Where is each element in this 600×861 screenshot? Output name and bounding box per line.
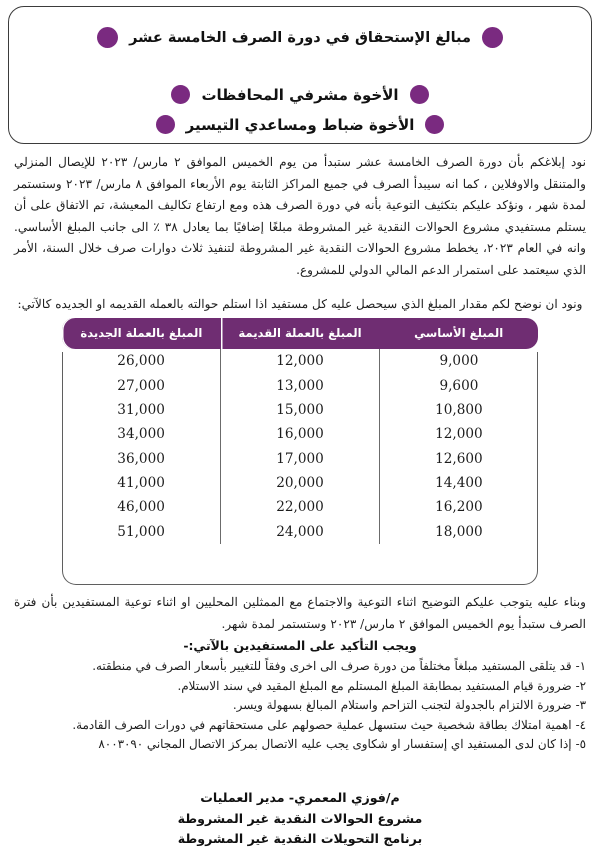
table-cell: 9,000 [379,349,538,373]
after-table-block [14,592,586,635]
list-item-text: إذا كان لدى المستفيد اي إستفسار او شكاوى يجب عليه الاتصال بمركز الاتصال المجاني ٨٠٠٣٠٩٠ [98,737,572,752]
bullet-dot-icon [482,27,503,48]
table-cell: 12,000 [221,349,380,373]
table-row [62,520,538,544]
signature-name: م/فوزي المعمري- مدير العمليات [200,790,400,805]
instructions-list [14,657,586,755]
signature-project: مشروع الحوالات النقدية غير المشروطة [177,810,423,826]
list-item [14,735,586,755]
list-item-number: ٥- [575,737,586,752]
list-item [14,677,586,697]
amounts-table-wrapper [62,318,538,544]
table-row [62,373,538,397]
list-item-text: ضرورة قيام المستفيد بمطابقة المبلغ المستلم مع المبلغ المقيد في سند الاستلام. [177,678,572,693]
page-title: مبالغ الإستحقاق في دورة الصرف الخامسة عشر [129,29,471,46]
table-row [62,447,538,471]
bullet-dot-icon [156,115,175,134]
table-cell: 22,000 [221,495,380,519]
bullet-dot-icon [425,115,444,134]
list-item [14,657,586,677]
signature-block [0,788,600,850]
list-item-text: اهمية امتلاك بطاقة شخصية حيث ستسهل عملية حصولهم على مستحقاتهم في دورات الصرف القادمة. [72,717,572,732]
list-item-number: ٤- [575,717,586,732]
table-cell: 34,000 [117,426,165,443]
bullet-dot-icon [410,85,429,104]
intro-paragraph: نود إبلاغكم بأن دورة الصرف الخامسة عشر ستبدأ من يوم الخميس الموافق ٢ مارس/ ٢٠٢٣ للإيصال المنزلي والمتنقل والاوفلاين ، كما انه سيبدأ الصرف في جميع المراكز الثابتة يوم الأربعاء الموافق ٨ مارس/ ٢٠٢٣ وستستمر لمدة شهر ، ونؤكد عليكم بتكثيف التوعية بأنه في دورة الصرف هذه ومع ارتفاع تكاليف المعيشة، تم الاتفاق على أن يستلم مستفيدي مشروع الحوالات النقدية غير المشروطة مبلغًا إضافيًا بما يعادل ٣٨ ٪ الى جانب المبلغ الأساسي. وانه في العام ٢٠٢٣، يخطط مشروع الحوالات النقدية غير المشروطة لتنفيذ ثلاث دوارات صرف خلال السنة، الأمر الذي سيعتمد على استمرار الدعم المالي الدولي للمشروع. [14,155,587,277]
table-cell: 26,000 [117,353,165,370]
table-cell: 18,000 [379,520,538,544]
list-item-text: ضرورة الالتزام بالجدولة لتجنب التزاحم واستلام المبالغ بسهولة ويسر. [232,698,572,713]
table-cell: 27,000 [117,377,165,394]
table-cell: 9,600 [379,373,538,397]
table-cell: 12,600 [379,447,538,471]
greeting-supervisors: الأخوة مشرفي المحافظات [201,85,399,104]
column-header-old-currency: المبلغ بالعملة القديمة [221,318,380,349]
table-cell: 20,000 [221,471,380,495]
list-item [14,696,586,716]
after-table-paragraph: وبناء عليه يتوجب عليكم التوضيح اثناء التوعية والاجتماع مع الممثلين المحليين او اثناء توعية المستفيدين بأن فترة الصرف ستبدأ يوم الخميس الموافق ٢ مارس/ ٢٠٢٣ وستستمر لمدة شهر. [14,595,586,631]
header-title-line [9,27,591,48]
header-greeting-line-1 [9,85,591,104]
bullet-dot-icon [97,27,118,48]
table-row [62,471,538,495]
list-item [14,716,586,736]
list-item-number: ١- [575,659,586,673]
table-cell: 16,200 [379,495,538,519]
column-header-basic: المبلغ الأساسي [379,318,538,349]
header-greeting-line-2 [9,115,591,134]
table-cell: 36,000 [117,450,165,467]
table-cell: 31,000 [117,401,165,418]
table-row [62,495,538,519]
bullet-dot-icon [171,85,190,104]
table-cell: 13,000 [221,373,380,397]
table-cell: 41,000 [117,475,165,492]
amounts-table [62,318,538,544]
amounts-table-head [62,318,538,349]
list-item-number: ٣- [575,698,586,713]
confirmation-heading: ويجب التأكيد على المستفيدين بالآتي:- [183,638,417,653]
table-cell: 15,000 [221,398,380,422]
table-cell: 10,800 [379,398,538,422]
table-cell: 12,000 [379,422,538,446]
header-card [8,6,592,144]
column-header-new-currency: المبلغ بالعملة الجديدة [62,318,221,349]
table-cell: 51,000 [117,523,165,540]
table-cell: 24,000 [221,520,380,544]
intro-paragraph-block [14,152,586,281]
greeting-officers: الأخوة ضباط ومساعدي التيسير [185,115,415,134]
table-cell: 14,400 [379,471,538,495]
table-row [62,398,538,422]
table-lead-line: ونود ان نوضح لكم مقدار المبلغ الذي سيحصل عليه كل مستفيد اذا استلم حوالته بالعمله القديمه او الجديده كالآتي: [17,297,583,311]
table-cell: 46,000 [117,499,165,516]
amounts-table-body [62,349,538,544]
signature-program: برنامج التحويلات النقدية غير المشروطة [177,831,423,846]
table-cell: 16,000 [221,422,380,446]
table-header-row [62,318,538,349]
table-cell: 17,000 [221,447,380,471]
list-item-text: قد يتلقى المستفيد مبلغاً مختلفاً من دورة صرف الى اخرى وفقاً للتغيير بأسعار الصرف في منطقته. [92,659,572,673]
list-item-number: ٢- [575,678,586,693]
table-row [62,422,538,446]
table-row [62,349,538,373]
